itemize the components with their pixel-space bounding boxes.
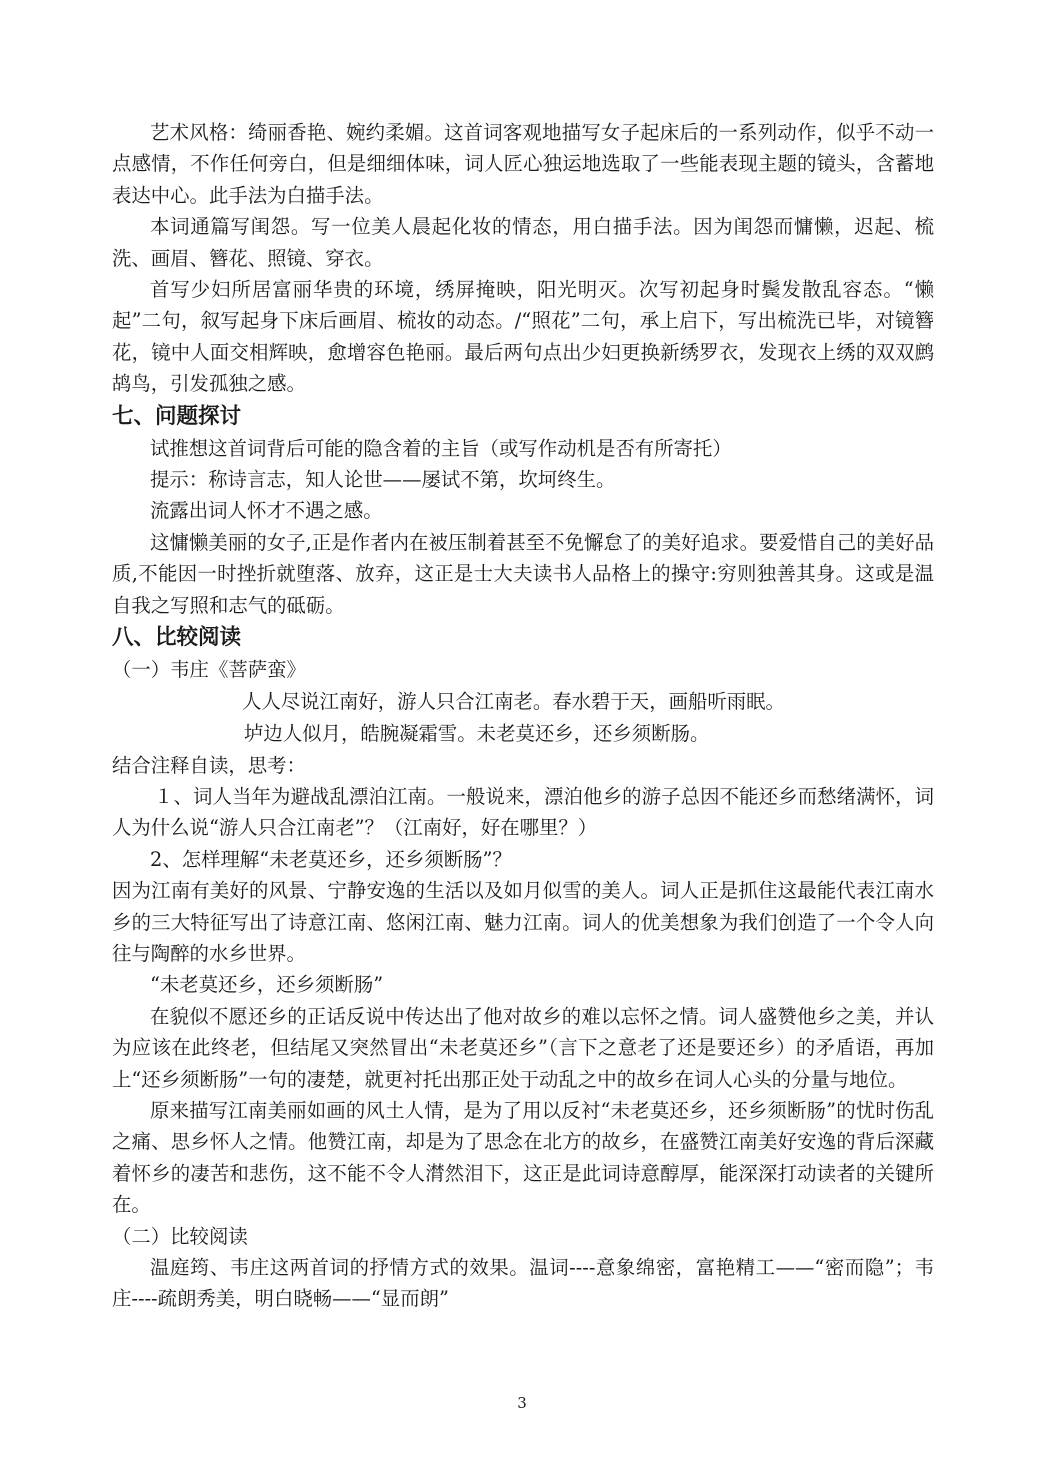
paragraph-question-1: １、词人当年为避战乱漂泊江南。一般说来，漂泊他乡的游子总因不能还乡而愁绪满怀，词人为什么说“游人只合江南老”？（江南好，好在哪里？） (112, 784, 934, 840)
paragraph-question-2: 2、怎样理解“未老莫还乡，还乡须断肠”？ (150, 847, 512, 871)
paragraph-explain: 这慵懒美丽的女子,正是作者内在被压制着甚至不免懈怠了的美好追求。要爱惜自己的美好品质,不能因一时挫折就堕落、放弃，这正是士大夫读书人品格上的操守:穷则独善其身。这或是温自我之写照和志气的砥砺。 (112, 530, 934, 617)
poem-line-1: 人人尽说江南好，游人只合江南老。春水碧于天，画船听雨眠。 (242, 689, 785, 713)
paragraph-question: 试推想这首词背后可能的隐含着的主旨（或写作动机是否有所寄托） (150, 436, 732, 460)
paragraph-answer-3: 原来描写江南美丽如画的风土人情，是为了用以反衬“未老莫还乡，还乡须断肠”的忧时伤乱之痛、思乡怀人之情。他赞江南，却是为了思念在北方的故乡，在盛赞江南美好安逸的背后深藏着怀乡的凄苦和悲伤，这不能不令人潸然泪下，这正是此词诗意醇厚，能深深打动读者的关键所在。 (112, 1098, 934, 1217)
paragraph-theme: 本词通篇写闺怨。写一位美人晨起化妆的情态，用白描手法。因为闺怨而慵懒，迟起、梳洗、画眉、簪花、照镜、穿衣。 (112, 215, 934, 270)
paragraph-artistic-style: 艺术风格：绮丽香艳、婉约柔媚。这首词客观地描写女子起床后的一系列动作，似乎不动一点感情，不作任何旁白，但是细细体味，词人匠心独运地选取了一些能表现主题的镜头，含蓄地表达中心。此手法为白描手法。 (112, 121, 934, 207)
paragraph-answer-2: 在貌似不愿还乡的正话反说中传达出了他对故乡的难以忘怀之情。词人盛赞他乡之美，并认为应该在此终老，但结尾又突然冒出“未老莫还乡”（言下之意老了还是要还乡）的矛盾语，再加上“还乡须断肠”一句的凄楚，就更衬托出那正处于动乱之中的故乡在词人心头的分量与地位。 (112, 1004, 934, 1091)
subheading-compare: （二）比较阅读 (112, 1224, 248, 1248)
poem-line-2: 垆边人似月，皓腕凝霜雪。未老莫还乡，还乡须断肠。 (244, 721, 710, 745)
paragraph-answer-1: 因为江南有美好的风景、宁静安逸的生活以及如月似雪的美人。词人正是抓住这最能代表江南水乡的三大特征写出了诗意江南、悠闲江南、魅力江南。词人的优美想象为我们创造了一个令人向往与陶醉的水乡世界。 (112, 879, 934, 965)
section-heading-8: 八、比较阅读 (112, 625, 242, 651)
paragraph-quote: “未老莫还乡，还乡须断肠” (150, 973, 384, 997)
subheading-wei-zhuang: （一）韦庄《菩萨蛮》 (112, 658, 306, 682)
page-number: 3 (517, 1394, 527, 1412)
paragraph-prompt: 结合注释自读，思考： (112, 753, 306, 777)
paragraph-reveal: 流露出词人怀才不遇之感。 (150, 499, 383, 523)
paragraph-hint: 提示：称诗言志，知人论世——屡试不第，坎坷终生。 (150, 468, 616, 492)
section-heading-7: 七、问题探讨 (112, 403, 242, 429)
paragraph-compare: 温庭筠、韦庄这两首词的抒情方式的效果。温词----意象绵密，富艳精工——“密而隐”；韦庄----疏朗秀美，明白晓畅——“显而朗” (112, 1256, 934, 1311)
paragraph-analysis: 首写少妇所居富丽华贵的环境，绣屏掩映，阳光明灭。次写初起身时鬓发散乱容态。“懒起”二句，叙写起身下床后画眉、梳妆的动态。/“照花”二句，承上启下，写出梳洗已毕，对镜簪花，镜中人面交相辉映，愈增容色艳丽。最后两句点出少妇更换新绣罗衣，发现衣上绣的双双鹧鸪鸟，引发孤独之感。 (112, 278, 934, 396)
